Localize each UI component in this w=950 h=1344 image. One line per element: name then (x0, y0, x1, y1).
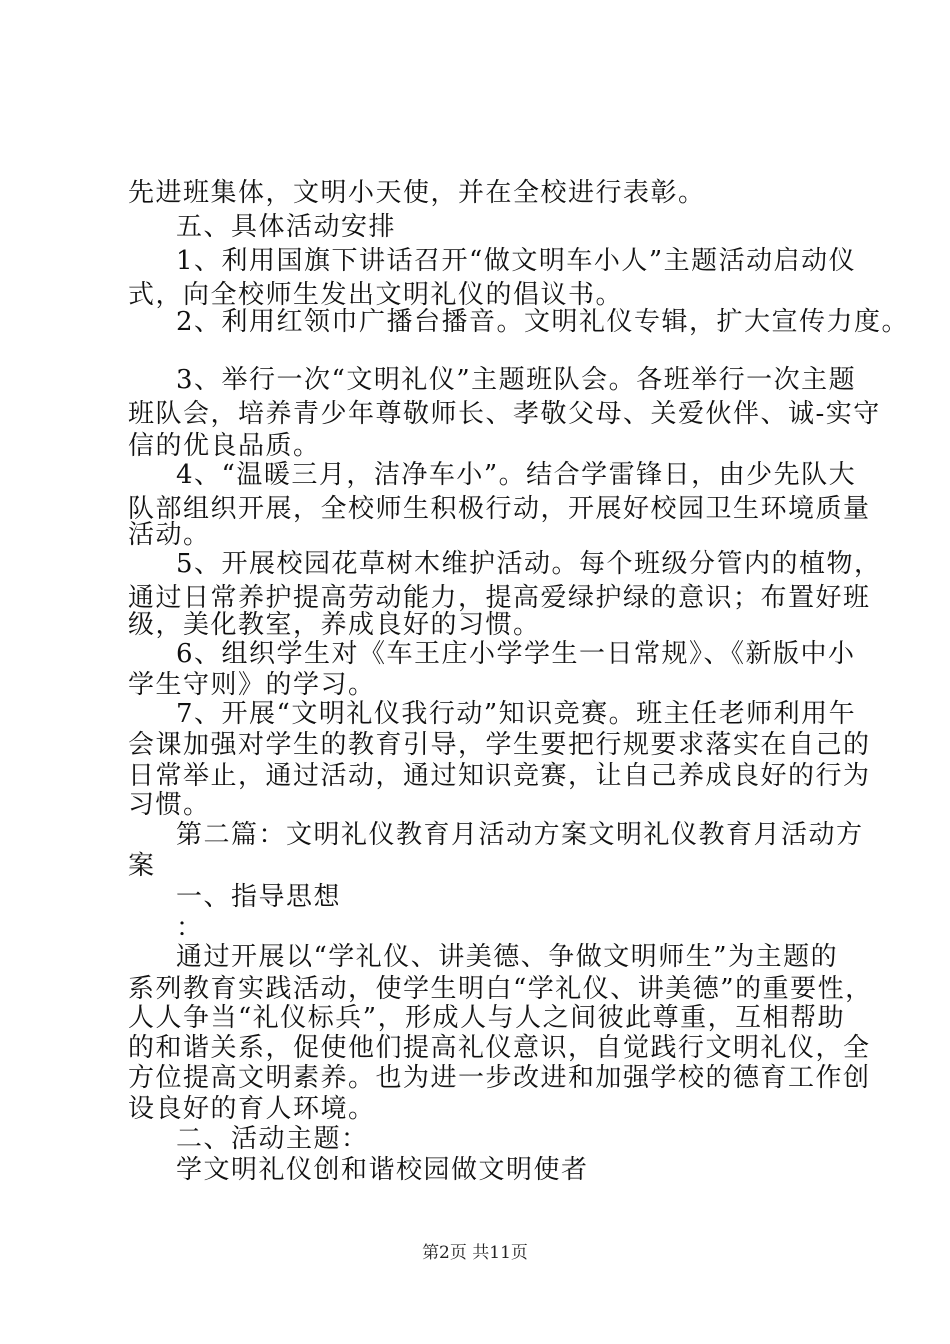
text-line: 6、组织学生对《车王庄小学学生一日常规》、《新版中小 (176, 639, 856, 669)
text-line: 7、开展“文明礼仪我行动”知识竞赛。班主任老师利用午 (176, 699, 857, 729)
text-line: 方位提高文明素养。也为进一步改进和加强学校的德育工作创 (128, 1063, 871, 1093)
section-heading: 一、指导思想 (176, 882, 342, 912)
text-line: 先进班集体，文明小天使，并在全校进行表彰。 (128, 178, 706, 208)
text-line: 班队会，培养青少年尊敬师长、孝敬父母、关爱伙伴、诚-实守 (128, 399, 881, 429)
text-line: 活动。 (128, 520, 211, 550)
text-line: 人人争当“礼仪标兵”，形成人与人之间彼此尊重，互相帮助 (128, 1003, 846, 1033)
text-line: 通过开展以“学礼仪、讲美德、争做文明师生”为主题的 (176, 942, 839, 972)
text-line: 1、利用国旗下讲话召开“做文明车小人”主题活动启动仪 (176, 246, 857, 276)
section-heading: 二、活动主题： (176, 1124, 369, 1154)
text-line: 信的优良品质。 (128, 431, 321, 461)
section-title: 第二篇：文明礼仪教育月活动方案文明礼仪教育月活动方 (176, 820, 864, 850)
text-line: 学文明礼仪创和谐校园做文明使者 (176, 1155, 589, 1185)
text-line: 学生守则》的学习。 (128, 670, 376, 700)
text-line: 日常举止，通过活动，通过知识竞赛，让自己养成良好的行为 (128, 761, 871, 791)
text-line: 式，向全校师生发出文明礼仪的倡议书。 (128, 280, 624, 310)
text-line: 队部组织开展，全校师生积极行动，开展好校园卫生环境质量 (128, 494, 871, 524)
section-heading: 五、具体活动安排 (176, 212, 397, 242)
text-line: 2、利用红领巾广播台播音。文明礼仪专辑，扩大宣传力度。 (176, 307, 910, 337)
page-number-footer: 第2页 共11页 (422, 1243, 528, 1263)
text-line: 的和谐关系，促使他们提高礼仪意识，自觉践行文明礼仪，全 (128, 1033, 871, 1063)
text-line: 级，美化教室，养成良好的习惯。 (128, 610, 541, 640)
text-line: 通过日常养护提高劳动能力，提高爱绿护绿的意识；布置好班 (128, 583, 871, 613)
text-line: ： (176, 913, 204, 943)
text-line: 系列教育实践活动，使学生明白“学礼仪、讲美德”的重要性， (128, 974, 873, 1004)
text-line: 4、“温暖三月，洁净车小”。结合学雷锋日，由少先队大 (176, 460, 857, 490)
text-line: 会课加强对学生的教育引导，学生要把行规要求落实在自己的 (128, 730, 871, 760)
text-line: 5、开展校园花草树木维护活动。每个班级分管内的植物， (176, 549, 882, 579)
text-line: 设良好的育人环境。 (128, 1094, 376, 1124)
text-line: 案 (128, 851, 156, 881)
text-line: 3、举行一次“文明礼仪”主题班队会。各班举行一次主题 (176, 365, 857, 395)
text-line: 习惯。 (128, 790, 211, 820)
